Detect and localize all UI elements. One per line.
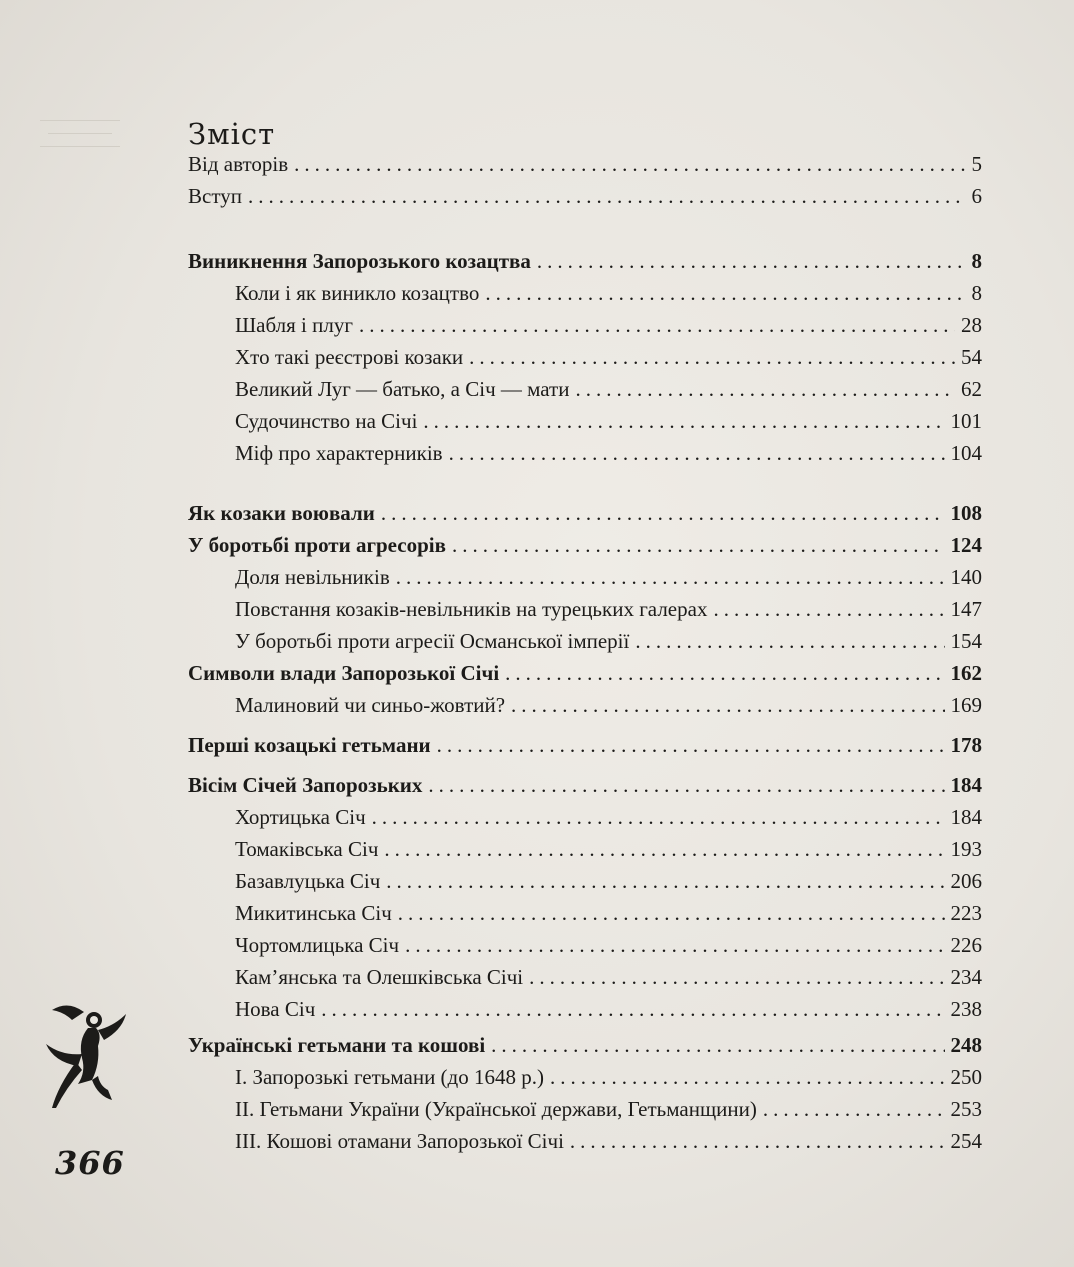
toc-entry bbox=[188, 345, 982, 377]
toc-entry bbox=[188, 313, 982, 345]
toc-entry bbox=[188, 933, 982, 965]
toc-entry-page: 223 bbox=[950, 901, 982, 925]
toc-entry bbox=[188, 773, 982, 805]
dot-leader bbox=[405, 933, 944, 958]
toc-entry bbox=[188, 533, 982, 565]
page-number: 366 bbox=[55, 1144, 125, 1182]
toc-entry bbox=[188, 377, 982, 409]
dot-leader bbox=[505, 661, 944, 686]
toc-entry bbox=[188, 1097, 982, 1129]
dot-leader bbox=[437, 733, 945, 758]
toc-entry-title: Як козаки воювали bbox=[188, 501, 375, 525]
toc-entry-page: 253 bbox=[950, 1097, 982, 1121]
page-title: Зміст bbox=[188, 117, 276, 152]
toc-entry-page: 108 bbox=[950, 501, 982, 525]
toc-entry-title: Томаківська Січ bbox=[235, 837, 379, 861]
toc-entry bbox=[188, 693, 982, 725]
toc-entry bbox=[188, 184, 982, 216]
toc-entry-title: Базавлуцька Січ bbox=[235, 869, 381, 893]
toc-entry-title: Вісім Січей Запорозьких bbox=[188, 773, 423, 797]
toc-entry-page: 254 bbox=[950, 1129, 982, 1153]
toc-entry bbox=[188, 837, 982, 869]
toc-entry-title: Хортицька Січ bbox=[235, 805, 366, 829]
toc-entry-title: Великий Луг — батько, а Січ — мати bbox=[235, 377, 570, 401]
toc-entry-title: Символи влади Запорозької Січі bbox=[188, 661, 500, 685]
dot-leader bbox=[452, 533, 945, 558]
toc-entry-page: 101 bbox=[950, 409, 982, 433]
toc-entry bbox=[188, 997, 982, 1029]
toc-entry bbox=[188, 597, 982, 629]
toc-entry-title: III. Кошові отамани Запорозької Січі bbox=[235, 1129, 564, 1153]
toc-entry bbox=[188, 565, 982, 597]
toc-entry-page: 54 bbox=[961, 345, 982, 369]
toc-entry bbox=[188, 805, 982, 837]
toc-entry bbox=[188, 409, 982, 441]
toc-entry-title: Шабля і плуг bbox=[235, 313, 353, 337]
toc-entry-title: Нова Січ bbox=[235, 997, 316, 1021]
dot-leader bbox=[570, 1129, 945, 1154]
toc-entry-page: 8 bbox=[971, 249, 982, 273]
toc-entry-page: 206 bbox=[950, 869, 982, 893]
toc-entry-title: Судочинство на Січі bbox=[235, 409, 418, 433]
toc-entry-page: 162 bbox=[950, 661, 982, 685]
toc-entry-page: 62 bbox=[961, 377, 982, 401]
toc-entry bbox=[188, 281, 982, 313]
dot-leader bbox=[529, 965, 944, 990]
toc-entry-title: Доля невільників bbox=[235, 565, 390, 589]
toc-entry-title: Від авторів bbox=[188, 152, 289, 176]
toc-entry bbox=[188, 1065, 982, 1097]
dot-leader bbox=[485, 281, 965, 306]
toc-entry bbox=[188, 152, 982, 184]
toc-entry bbox=[188, 733, 982, 765]
dot-leader bbox=[428, 773, 944, 798]
dot-leader bbox=[248, 184, 966, 209]
toc-entry-title: Вступ bbox=[188, 184, 242, 208]
dot-leader bbox=[469, 345, 955, 370]
toc-entry-title: Хто такі реєстрові козаки bbox=[235, 345, 464, 369]
toc-entry-page: 226 bbox=[950, 933, 982, 957]
dot-leader bbox=[294, 152, 965, 177]
dot-leader bbox=[384, 837, 944, 862]
toc-entry-page: 28 bbox=[961, 313, 982, 337]
toc-entry-title: У боротьбі проти агресії Османської імперії bbox=[235, 629, 630, 653]
toc-entry-page: 193 bbox=[950, 837, 982, 861]
dot-leader bbox=[550, 1065, 945, 1090]
toc-entry bbox=[188, 249, 982, 281]
dot-leader bbox=[575, 377, 955, 402]
toc-entry-page: 178 bbox=[950, 733, 982, 757]
toc-entry-title: Перші козацькі гетьмани bbox=[188, 733, 431, 757]
toc-entry-title: Кам’янська та Олешківська Січі bbox=[235, 965, 524, 989]
toc-entry-title: II. Гетьмани України (Української держави, Гетьманщини) bbox=[235, 1097, 757, 1121]
toc-entry-title: Міф про характерників bbox=[235, 441, 443, 465]
toc-entry-page: 248 bbox=[950, 1033, 982, 1057]
toc-entry bbox=[188, 965, 982, 997]
dot-leader bbox=[449, 441, 945, 466]
toc-entry-title: Микитинська Січ bbox=[235, 901, 392, 925]
bleed-through-text bbox=[32, 108, 128, 149]
cossack-emblem-icon bbox=[38, 1000, 130, 1110]
toc-entry-page: 234 bbox=[950, 965, 982, 989]
toc-entry bbox=[188, 501, 982, 533]
toc-entry bbox=[188, 441, 982, 473]
toc-entry-title: Повстання козаків-невільників на турецьких галерах bbox=[235, 597, 708, 621]
dot-leader bbox=[386, 869, 944, 894]
dot-leader bbox=[491, 1033, 944, 1058]
toc-entry-page: 250 bbox=[950, 1065, 982, 1089]
toc-entry bbox=[188, 1033, 982, 1065]
dot-leader bbox=[423, 409, 944, 434]
toc-entry bbox=[188, 629, 982, 661]
toc-entry-page: 6 bbox=[971, 184, 982, 208]
toc-entry bbox=[188, 869, 982, 901]
toc-entry-page: 124 bbox=[950, 533, 982, 557]
toc-entry-title: Українські гетьмани та кошові bbox=[188, 1033, 486, 1057]
toc-entry-title: У боротьбі проти агресорів bbox=[188, 533, 446, 557]
toc-entry-page: 140 bbox=[950, 565, 982, 589]
toc-entry-title: Малиновий чи синьо-жовтий? bbox=[235, 693, 506, 717]
dot-leader bbox=[381, 501, 945, 526]
toc-entry-page: 184 bbox=[950, 805, 982, 829]
dot-leader bbox=[321, 997, 944, 1022]
dot-leader bbox=[511, 693, 944, 718]
toc-entry bbox=[188, 661, 982, 693]
toc-entry-page: 147 bbox=[950, 597, 982, 621]
toc-entry-page: 5 bbox=[971, 152, 982, 176]
dot-leader bbox=[713, 597, 944, 622]
toc-entry-page: 184 bbox=[950, 773, 982, 797]
toc-entry-title: Чортомлицька Січ bbox=[235, 933, 400, 957]
dot-leader bbox=[763, 1097, 945, 1122]
dot-leader bbox=[398, 901, 945, 926]
dot-leader bbox=[396, 565, 945, 590]
dot-leader bbox=[359, 313, 955, 338]
toc-entry-page: 104 bbox=[950, 441, 982, 465]
toc-entry-title: Виникнення Запорозького козацтва bbox=[188, 249, 531, 273]
dot-leader bbox=[372, 805, 945, 830]
toc-entry bbox=[188, 901, 982, 933]
toc-entry-title: I. Запорозькі гетьмани (до 1648 р.) bbox=[235, 1065, 544, 1089]
toc-entry-page: 169 bbox=[950, 693, 982, 717]
dot-leader bbox=[537, 249, 966, 274]
toc-entry-page: 8 bbox=[971, 281, 982, 305]
toc-entry bbox=[188, 1129, 982, 1161]
toc-entry-page: 238 bbox=[950, 997, 982, 1021]
toc-entry-title: Коли і як виникло козацтво bbox=[235, 281, 480, 305]
toc-entry-page: 154 bbox=[950, 629, 982, 653]
dot-leader bbox=[635, 629, 944, 654]
